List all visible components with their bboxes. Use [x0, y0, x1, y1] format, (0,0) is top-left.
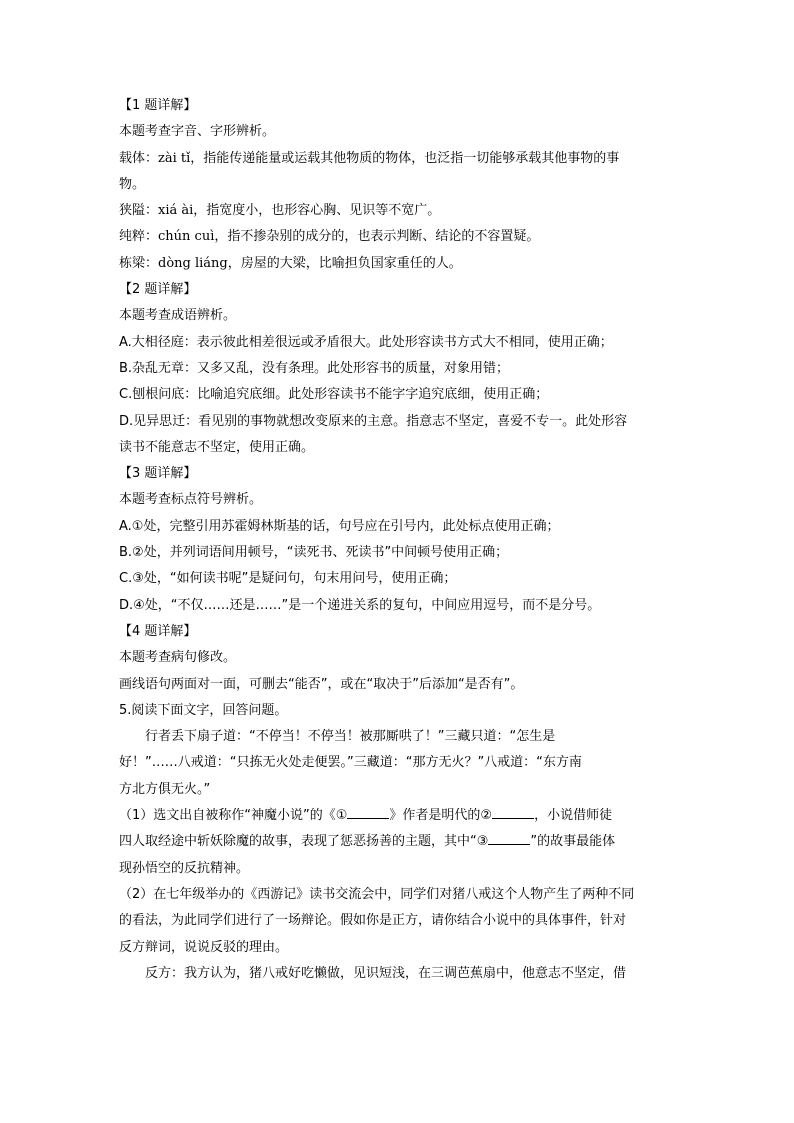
answer-line: C.刨根问底：比喻追究底细。此处形容读书不能字字追究底细，使用正确； — [119, 387, 549, 403]
passage-line: 方北方俱无火。” — [119, 781, 211, 797]
answer-blank-1[interactable] — [347, 807, 389, 819]
word-pinyin: zài tǐ — [158, 150, 191, 166]
answer-line: C.③处，“如何读书呢”是疑问句，句末用问号，使用正确； — [119, 571, 457, 587]
word-definition: ，指不掺杂别的成分的，也表示判断、结论的不容置疑。 — [214, 229, 540, 245]
word-entry-continued: 物。 — [119, 176, 146, 192]
word-definition: ，房屋的大梁，比喻担负国家重任的人。 — [227, 255, 462, 271]
section-heading: 【3 题详解】 — [119, 466, 197, 482]
section-heading: 【1 题详解】 — [119, 98, 197, 113]
subquestion-2: 的看法，为此同学们进行了一场辩论。假如你是正方，请你结合小说中的具体事件，针对 — [119, 913, 627, 929]
word-entry — [119, 146, 679, 172]
word-term: 纯粹： — [119, 229, 159, 245]
word-pinyin: chún cuì — [158, 229, 215, 245]
answer-blank-3[interactable] — [488, 833, 530, 845]
section-intro: 本题考查标点符号辨析。 — [119, 492, 263, 508]
subquestion-1-line2: 四人取经途中斩妖除魔的故事，表现了惩恶扬善的主题，其中“③ ”的故事最能体 — [119, 834, 616, 850]
word-term: 载体： — [119, 150, 159, 166]
section-intro: 本题考查成语辨析。 — [119, 308, 237, 324]
answer-blank-2[interactable] — [492, 807, 534, 819]
section-intro: 本题考查字音、字形辨析。 — [119, 124, 276, 140]
answer-line: A.①处，完整引用苏霍姆林斯基的话，句号应在引号内，此处标点使用正确； — [119, 518, 560, 534]
answer-line: D.见异思迁：看见别的事物就想改变原来的主意。指意志不坚定，喜爱不专一。此处形容 — [119, 413, 628, 429]
answer-line: 读书不能意志不坚定，使用正确。 — [119, 439, 315, 455]
document-page — [119, 93, 679, 987]
word-entry — [119, 224, 679, 250]
subquestion-1-line3: 现孙悟空的反抗精神。 — [119, 860, 250, 876]
word-entry — [119, 251, 679, 277]
subquestion-2: 反方辩词，说说反驳的理由。 — [119, 939, 289, 955]
section-intro: 本题考查病句修改。 — [119, 650, 237, 666]
passage-line: 行者丢下扇子道：“不停当！不停当！被那厮哄了！”三藏只道：“怎生是 — [145, 729, 556, 745]
question-title: 5.阅读下面文字，回答问题。 — [119, 702, 288, 718]
word-definition: ，指宽度小，也形容心胸、见识等不宽广。 — [193, 203, 441, 219]
passage-line: 好！”……八戒道：“只拣无火处走便罢。”三藏道：“那方无火？”八戒道：“东方南 — [119, 755, 582, 771]
word-pinyin: xiá ài — [158, 203, 194, 219]
word-term: 栋梁： — [119, 255, 159, 271]
answer-line: B.②处，并列词语间用顿号，“读死书、死读书”中间顿号使用正确； — [119, 545, 509, 561]
subquestion-2: （2）在七年级举办的《西游记》读书交流会中，同学们对猪八戒这个人物产生了两种不同 — [119, 886, 635, 902]
answer-line: B.杂乱无章：又多又乱，没有条理。此处形容书的质量，对象用错； — [119, 360, 510, 376]
word-term: 狭隘： — [119, 203, 159, 219]
answer-line: A.大相径庭：表示彼此相差很远或矛盾很大。此处形容读书方式大不相同，使用正确； — [119, 334, 613, 350]
word-entry — [119, 198, 679, 224]
answer-line: 画线语句两面对一面，可删去“能否”，或在“取决于”后添加“是否有”。 — [119, 676, 524, 692]
word-pinyin: dòng liáng — [158, 255, 228, 271]
word-definition: ，指能传递能量或运载其他物质的物体，也泛指一切能够承载其他事物的事 — [190, 150, 620, 166]
answer-line: D.④处，“不仅……还是……”是一个递进关系的复句，中间应用逗号，而不是分号。 — [119, 597, 601, 613]
subquestion-1: （1）选文出自被称作“神魔小说”的《① 》作者是明代的② ，小说借师徒 — [119, 808, 613, 824]
opponent-statement: 反方：我方认为，猪八戒好吃懒做，见识短浅，在三调芭蕉扇中，他意志不坚定，借 — [145, 965, 627, 981]
section-heading: 【4 题详解】 — [119, 623, 197, 639]
section-heading: 【2 题详解】 — [119, 282, 197, 298]
